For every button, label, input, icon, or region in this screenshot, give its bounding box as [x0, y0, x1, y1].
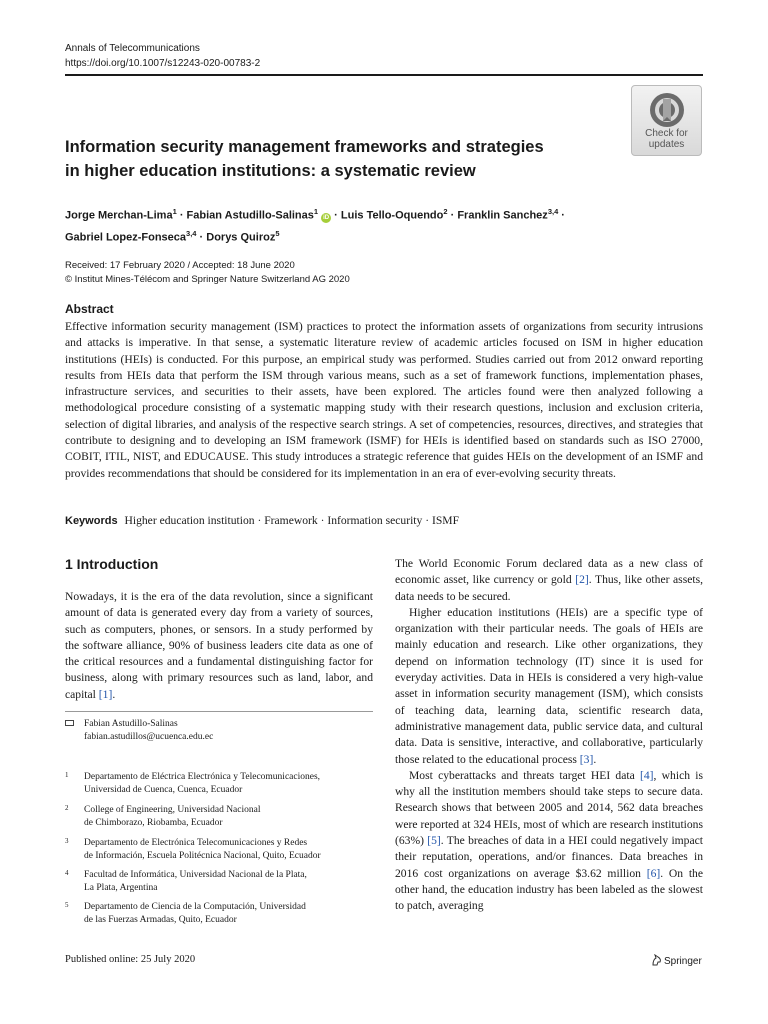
- affiliation: 3 Departamento de Electrónica Telecomunicaciones y Redes de Información, Escuela Politécnica Nacional, Quito, Ecuador: [65, 837, 321, 861]
- citation-link[interactable]: [6]: [646, 866, 661, 880]
- affiliation-number: 4: [65, 869, 69, 877]
- affiliation-number: 1: [65, 771, 69, 779]
- envelope-icon: [65, 720, 74, 726]
- author-name[interactable]: Fabian Astudillo-Salinas: [186, 209, 314, 222]
- update-bookmark-icon: [648, 91, 686, 129]
- paragraph: The World Economic Forum declared data as a new class of economic asset, like currency or gold [2]. Thus, like other assets, data needs to be secured.: [395, 557, 703, 603]
- author-affil: 2: [443, 207, 448, 216]
- citation-link[interactable]: [1]: [98, 687, 113, 701]
- received-accepted: Received: 17 February 2020 / Accepted: 18 June 2020: [65, 260, 295, 271]
- keywords-heading: Keywords: [65, 515, 118, 527]
- author-affil: 1: [313, 207, 319, 216]
- author-list: Jorge Merchan-Lima$^1$ · Fabian Astudillo-Salinas$^1$ iD · Luis Tello-Oquendo$^2$ · Franklin Sanchez$^{3,4}$ · Gabriel Lopez-Fonseca$^{3,4}$ · Dorys Quiroz$^5$: [65, 207, 565, 244]
- paragraph: Nowadays, it is the era of the data revolution, since a significant amount of data is generated every day from a variety of sources, such as computers, phones, or sensors. In a study performed by the software alliance, 90% of business leaders cite data as one of the critical resources and a fundamental distinguishing factor for business, along with primary resources such as land, labor, and capital [1].: [65, 590, 373, 701]
- author-name[interactable]: Luis Tello-Oquendo: [340, 209, 444, 222]
- paragraph: Higher education institutions (HEIs) are a specific type of organization with their particular needs. The goals of HEIs are mainly education and research. Like other organizations, they depend on information technology (IT) since it is used for everyday activities. Data in HEIs is considered a very high-value asset in information security management (ISM), which consists of teaching data, learning data, scientific research data, administrative management data, public service data, and cultural data. Data is sensitive, interactive, and collaborative, particularly those related to the educational process [3].: [395, 605, 703, 766]
- header-rule: [65, 74, 703, 76]
- correspondence: [65, 718, 213, 744]
- keywords: [65, 514, 459, 527]
- affiliation-number: 2: [65, 804, 69, 812]
- orcid-icon[interactable]: iD: [323, 214, 330, 221]
- affiliation: 2 College of Engineering, Universidad Nacional de Chimborazo, Riobamba, Ecuador: [65, 804, 261, 828]
- section-heading-introduction: 1 Introduction: [65, 556, 159, 572]
- author-name[interactable]: Franklin Sanchez: [457, 209, 548, 222]
- title-line-2: in higher education institutions: a systematic review: [65, 162, 476, 180]
- journal-header: [65, 41, 260, 71]
- title-line-1: Information security management frameworks and strategies: [65, 138, 544, 156]
- citation-link[interactable]: [2]: [575, 573, 589, 587]
- footnote-rule: [65, 711, 373, 712]
- author-affil: 1: [172, 207, 177, 216]
- author-name[interactable]: Dorys Quiroz: [206, 231, 276, 244]
- citation-link[interactable]: [5]: [427, 834, 441, 848]
- paragraph: Most cyberattacks and threats target HEI data [4], which is why all the institution members should take steps to secure data. Research shows that between 2005 and 2014, 562 data breaches were reported at 324 HEIs, most of which are research institutions (63%) [5]. The breaches of data in a HEI could negatively impact their reputation, operations, and/or finances. Data breaches in 2016 cost organizations on average $3.62 million [6]. On the other hand, the education industry has been labeled as the slowest to patch, averaging: [395, 768, 704, 913]
- author-affil: 3,4: [186, 228, 197, 238]
- left-column: [65, 589, 373, 703]
- correspondence-email[interactable]: fabian.astudillos@ucuenca.edu.ec: [84, 732, 214, 742]
- publication-dates: [65, 259, 350, 287]
- publisher-name: Springer: [664, 956, 702, 967]
- journal-name: Annals of Telecommunications: [65, 43, 200, 54]
- citation-link[interactable]: [3]: [579, 752, 594, 766]
- citation-link[interactable]: [4]: [640, 768, 654, 782]
- published-online: Published online: 25 July 2020: [65, 954, 196, 965]
- springer-horse-icon: [651, 954, 662, 966]
- copyright-line: © Institut Mines-Télécom and Springer Nature Switzerland AG 2020: [65, 274, 350, 285]
- doi-link[interactable]: https://doi.org/10.1007/s12243-020-00783-2: [65, 58, 261, 69]
- affiliation-number: 5: [65, 901, 69, 909]
- keywords-text: Higher education institution · Framework · Information security · ISMF: [124, 514, 460, 527]
- affiliation: 4 Facultad de Informática, Universidad Nacional de la Plata, La Plata, Argentina: [65, 869, 307, 893]
- check-for-updates-text: Check for updates: [645, 128, 688, 150]
- author-affil: 3,4: [547, 207, 559, 216]
- paper-title: [65, 135, 605, 183]
- affiliation: 1 Departamento de Eléctrica Electrónica y Telecomunicaciones, Universidad de Cuenca, Cuenca, Ecuador: [65, 771, 321, 795]
- affiliation-number: 3: [65, 837, 69, 845]
- right-column: [395, 556, 703, 915]
- correspondence-name: Fabian Astudillo-Salinas: [84, 719, 178, 729]
- springer-logo: [651, 954, 702, 967]
- abstract-text: Effective information security management (ISM) practices to protect the information assets of organizations from security intrusions and attacks is imperative. In that sense, a systematic literature review of academic articles focused on ISM in higher education institutions (HEIs) is conducted. For this purpose, an empirical study was performed. Studies carried out from 2012 onward reporting results from HEIs data that perform the ISM through various means, such as a set of framework functions, implementation phases, infrastructure services, and securities to their assets, have been explored. The articles found were then analyzed following a methodological procedure consisting of a systematic mapping study with their research questions, inclusion and exclusion criteria, selection of digital libraries, and analysis of the respective search strings. A set of competencies, resources, directives, and strategies that contribute to designing and to developing an ISM framework (ISMF) for HEIs is identified based on standards such as ISO 27000, COBIT, ITIL, NIST, and EDUCAUSE. This study introduces a strategic reference that guides HEIs on the development of an ISMF and provides recommendations that should be considered for its implementation in an era of ever-evolving security threats.: [65, 320, 703, 480]
- abstract-heading: Abstract: [65, 302, 114, 316]
- author-name[interactable]: Jorge Merchan-Lima: [65, 209, 173, 222]
- author-name[interactable]: Gabriel Lopez-Fonseca: [65, 231, 187, 244]
- author-affil: 5: [275, 228, 280, 238]
- affiliation: 5 Departamento de Ciencia de la Computación, Universidad de las Fuerzas Armadas, Quito, Ecuador: [65, 901, 306, 925]
- check-for-updates-badge[interactable]: [631, 85, 702, 156]
